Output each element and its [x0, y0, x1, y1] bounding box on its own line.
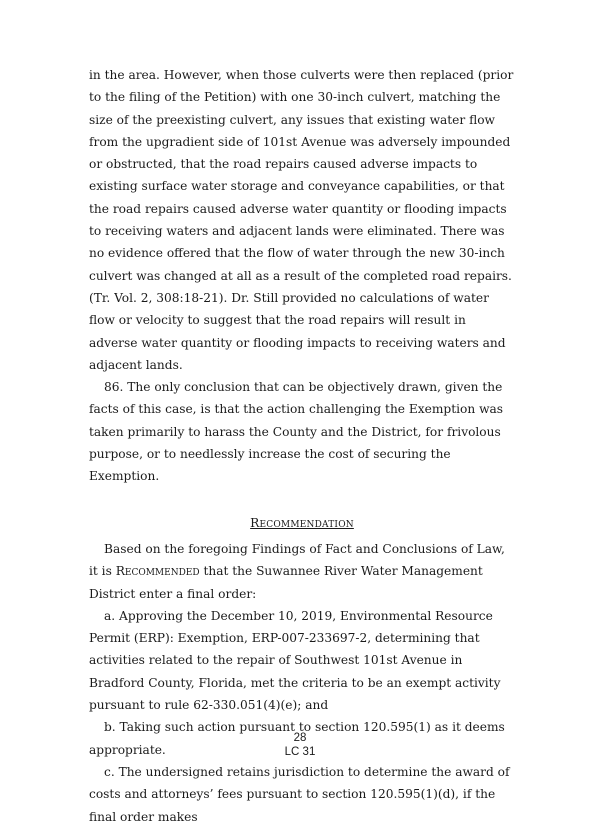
recommendation-item-a: a. Approving the December 10, 2019, Environmental Resource Permit (ERP): Exemption, ERP-007-233697-2, determining that activities related to the repair of Southwest 101st Avenue in Bradford County, Florida, met the criteria to be an exempt activity pursuant to rule 62-330.051(4)(e); and [89, 608, 501, 713]
recommended-keyword: Recommended [115, 564, 200, 579]
paragraph-86: 86. The only conclusion that can be objectively drawn, given the facts of this case, is that the action challenging the Exemption was taken primarily to harass the County and the District, for frivolous purpose, or to needlessly increase the cost of securing the Exemption. [89, 380, 504, 484]
recommendation-intro-start: Based on the foregoing Findings of Fact and Conclusions of Law, it is [89, 541, 505, 579]
recommendation-item-c: c. The undersigned retains jurisdiction to determine the award of costs and attorneys’ fees pursuant to section 120.595(1)(d), if the final order makes [89, 764, 510, 824]
paragraph-continued: in the area. However, when those culverts were then replaced (prior to the filing of the Petition) with one 30-inch culvert, matching the size of the preexisting culvert, any issues that existing water flow from the upgradient side of 101st Avenue was adversely impounded or obstructed, that the road repairs caused adverse impacts to existing surface water storage and conveyance capabilities, or that the road repairs caused adverse water quantity or flooding impacts to receiving waters and adjacent lands were eliminated. There was no evidence offered that the flow of water through the new 30-inch culvert was changed at all as a result of the completed road repairs. (Tr. Vol. 2, 308:18-21). Dr. Still provided no calculations of water flow or velocity to suggest that the road repairs will result in adverse water quantity or flooding impacts to receiving waters and adjacent lands. [89, 68, 514, 372]
page-number: 28 [293, 732, 307, 744]
recommendation-intro [89, 538, 515, 605]
section-heading-recommendation: Recommendation [250, 515, 354, 530]
recommendation-item-b: b. Taking such action pursuant to section 120.595(1) as it deems appropriate. [89, 720, 505, 757]
recommendation-intro-end: that the Suwannee River Water Management District enter a final order: [89, 564, 483, 601]
document-code: LC 31 [284, 746, 316, 758]
document-body [89, 64, 515, 828]
